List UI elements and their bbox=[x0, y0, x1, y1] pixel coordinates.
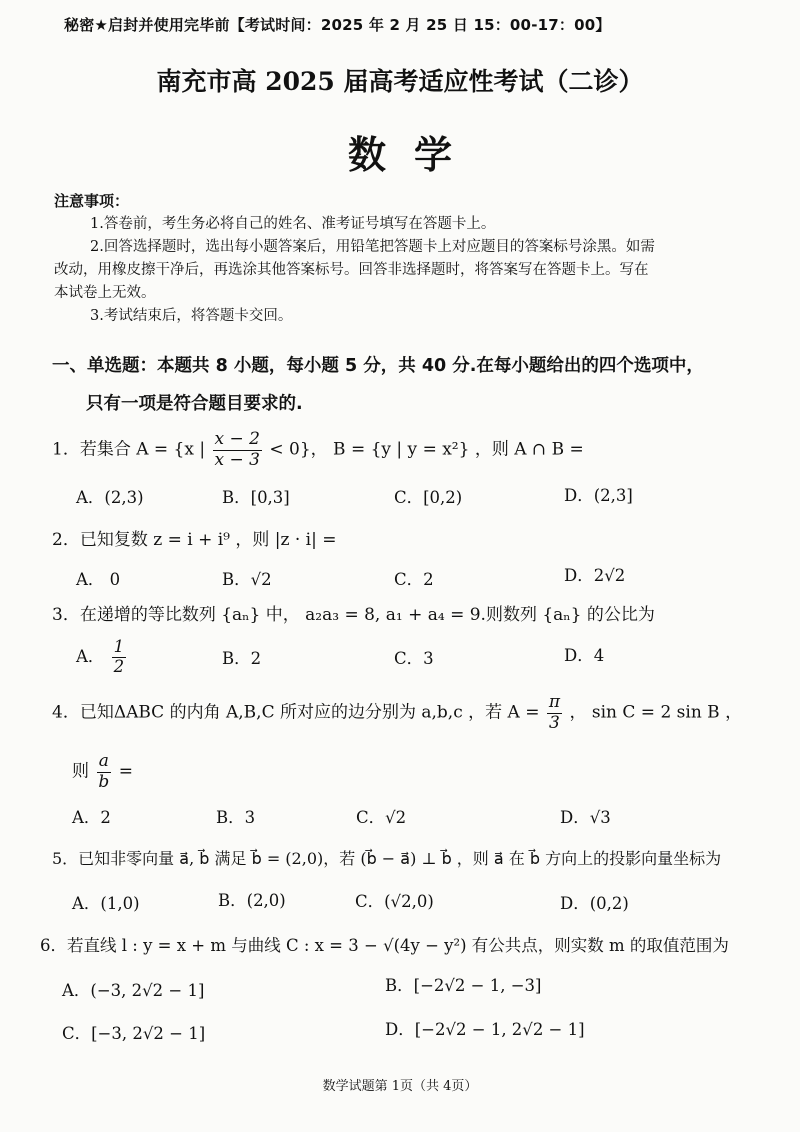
page-footer: 数学试题第 1页（共 4页） bbox=[322, 1079, 478, 1094]
question-1 bbox=[52, 430, 584, 470]
q4-fraction bbox=[547, 693, 562, 733]
q4-then-num: a bbox=[98, 751, 109, 771]
q5-option-b: B．(2,0) bbox=[218, 891, 286, 910]
q5-option-a: A．(1,0) bbox=[72, 894, 140, 913]
q4-then-post: = bbox=[118, 761, 133, 782]
notice-item-1: 1.答卷前，考生务必将自己的姓名、准考证号填写在答题卡上。 bbox=[90, 216, 496, 232]
q4-then-label: 则 bbox=[72, 761, 89, 782]
q3-option-a-fraction bbox=[112, 638, 127, 677]
question-4 bbox=[52, 693, 742, 733]
q4-stem-pre: 4．已知ΔABC 的内角 A,B,C 所对应的边分别为 a,b,c ，若 A = bbox=[52, 702, 540, 723]
q4-frac-den: 3 bbox=[549, 712, 560, 733]
section-heading-cont: 只有一项是符合题目要求的. bbox=[86, 394, 303, 414]
question-3: 3．在递增的等比数列 {aₙ} 中， a₂a₃ = 8, a₁ + a₄ = 9.则数列 {aₙ} 的公比为 bbox=[52, 605, 655, 625]
q4-frac-num: π bbox=[548, 692, 561, 712]
notice-item-2: 2.回答选择题时，选出每小题答案后，用铅笔把答题卡上对应题目的答案标号涂黑。如需 bbox=[90, 239, 655, 255]
notice-item-2-end: 本试卷上无效。 bbox=[54, 285, 156, 301]
notice-heading: 注意事项： bbox=[54, 192, 130, 210]
q1-frac-den: x − 3 bbox=[214, 449, 260, 470]
q4-option-b: B．3 bbox=[216, 808, 256, 827]
q4-option-a: A．2 bbox=[72, 808, 111, 827]
q4-then bbox=[72, 752, 133, 792]
q3-option-a-den: 2 bbox=[113, 656, 125, 676]
q6-option-b: B．[−2√2 − 1, −3] bbox=[385, 976, 542, 995]
q3-option-a bbox=[76, 638, 128, 677]
subject-title: 数学 bbox=[347, 132, 480, 177]
q2-option-b: B．√2 bbox=[222, 570, 272, 589]
q4-option-d: D．√3 bbox=[560, 808, 611, 827]
q3-option-d: D．4 bbox=[564, 646, 605, 665]
question-5: 5．已知非零向量 a⃗, b⃗ 满足 b⃗ = (2,0)，若 (b⃗ − a⃗) ⊥ b⃗ ，则 a⃗ 在 b⃗ 方向上的投影向量坐标为 bbox=[52, 849, 722, 868]
q1-option-b: B．[0,3] bbox=[222, 488, 290, 507]
q4-then-fraction bbox=[96, 752, 111, 792]
q1-stem-pre: 1．若集合 A = {x | bbox=[52, 439, 206, 460]
q6-option-c: C．[−3, 2√2 − 1] bbox=[62, 1024, 206, 1043]
exam-title: 南充市高 2025 届高考适应性考试（二诊） bbox=[156, 67, 644, 96]
notice-item-2-cont: 改动，用橡皮擦干净后，再选涂其他答案标号。回答非选择题时，将答案写在答题卡上。写在 bbox=[54, 262, 649, 278]
q1-option-a: A．(2,3) bbox=[76, 488, 144, 507]
q4-option-c: C．√2 bbox=[356, 808, 407, 827]
q3-option-a-label: A． bbox=[76, 646, 105, 666]
q3-option-b: B．2 bbox=[222, 649, 262, 668]
q1-option-d: D．(2,3] bbox=[564, 486, 633, 505]
q1-stem-post: < 0}， B = {y | y = x²} ，则 A ∩ B = bbox=[269, 439, 584, 460]
confidential-header: 秘密★启封并使用完毕前【考试时间：2025 年 2 月 25 日 15：00-17：00】 bbox=[64, 16, 611, 34]
q3-option-a-num: 1 bbox=[113, 637, 125, 656]
question-2: 2．已知复数 z = i + i⁹ ，则 |z · i| = bbox=[52, 530, 337, 550]
question-6: 6．若直线 l : y = x + m 与曲线 C : x = 3 − √(4y − y²) 有公共点，则实数 m 的取值范围为 bbox=[40, 936, 729, 955]
q2-option-a: A． 0 bbox=[76, 570, 121, 589]
q2-option-c: C．2 bbox=[394, 570, 434, 589]
q6-option-a: A．(−3, 2√2 − 1] bbox=[62, 981, 205, 1000]
q5-option-c: C．(√2,0) bbox=[355, 892, 434, 911]
q6-option-d: D．[−2√2 − 1, 2√2 − 1] bbox=[385, 1020, 585, 1039]
q3-option-c: C．3 bbox=[394, 649, 434, 668]
section-heading: 一、单选题：本题共 8 小题，每小题 5 分，共 40 分.在每小题给出的四个选项中， bbox=[52, 356, 704, 376]
q2-option-d: D．2√2 bbox=[564, 566, 626, 585]
q4-stem-post: ， sin C = 2 sin B ， bbox=[569, 702, 743, 723]
q1-option-c: C．[0,2) bbox=[394, 488, 463, 507]
q1-fraction bbox=[213, 430, 262, 470]
q5-option-d: D．(0,2) bbox=[560, 894, 629, 913]
notice-item-3: 3.考试结束后，将答题卡交回。 bbox=[90, 308, 293, 324]
q1-frac-num: x − 2 bbox=[214, 429, 260, 449]
q4-then-den: b bbox=[98, 771, 110, 792]
